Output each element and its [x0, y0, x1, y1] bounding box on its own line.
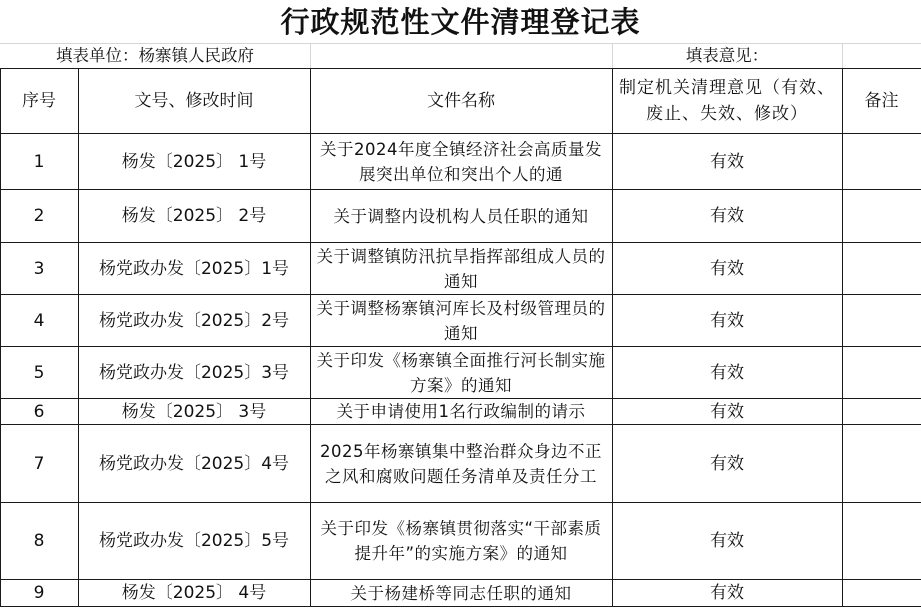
row-doc-name: 关于调整内设机构人员任职的通知: [333, 206, 589, 226]
row-doc-name: 2025年杨寨镇集中整治群众身边不正之风和腐败问题任务清单及责任分工: [320, 441, 602, 486]
row-opinion: 有效: [710, 258, 744, 279]
row-seq: 8: [33, 531, 45, 551]
row-doc-no: 杨发〔2025〕 3号: [121, 401, 267, 422]
row-opinion: 有效: [710, 151, 744, 172]
row-divider: [0, 189, 921, 190]
row-divider: [0, 294, 921, 295]
row-opinion: 有效: [710, 401, 744, 422]
row-seq: 2: [33, 206, 45, 226]
row-doc-no: 杨发〔2025〕 4号: [121, 583, 267, 603]
row-seq: 6: [33, 401, 45, 422]
row-doc-no: 杨发〔2025〕 2号: [121, 206, 267, 226]
column-divider: [78, 68, 79, 607]
row-seq: 9: [33, 583, 45, 603]
row-remark: [842, 399, 921, 424]
row-doc-name: 关于2024年度全镇经济社会高质量发展突出单位和突出个人的通: [320, 139, 602, 184]
column-divider: [842, 68, 843, 607]
row-remark: [842, 503, 921, 579]
column-divider: [612, 68, 613, 607]
header-seq: 序号: [22, 91, 56, 111]
row-seq: 5: [33, 362, 45, 383]
row-doc-name: 关于调整杨寨镇河库长及村级管理员的通知: [316, 298, 606, 343]
row-seq: 3: [33, 258, 45, 279]
row-remark: [842, 425, 921, 502]
row-divider: [0, 242, 921, 243]
column-divider: [310, 68, 311, 607]
row-divider: [0, 346, 921, 347]
row-divider: [0, 424, 921, 425]
header-bottom-line: [0, 133, 921, 134]
row-remark: [842, 295, 921, 346]
row-seq: 4: [33, 310, 45, 331]
header-opinion: 制定机关清理意见（有效、废止、失效、修改）: [619, 78, 835, 124]
row-divider: [0, 606, 921, 607]
left-border: [0, 68, 1, 607]
header-doc-no: 文号、修改时间: [134, 91, 254, 111]
row-remark: [842, 134, 921, 189]
row-opinion: 有效: [710, 583, 744, 603]
row-doc-no: 杨党政办发〔2025〕5号: [98, 531, 290, 551]
row-opinion: 有效: [710, 310, 744, 331]
info-row-divider: [842, 44, 843, 68]
row-doc-name: 关于印发《杨寨镇贯彻落实“干部素质提升年”的实施方案》的通知: [320, 519, 602, 563]
row-doc-no: 杨党政办发〔2025〕2号: [98, 310, 290, 331]
row-doc-no: 杨党政办发〔2025〕1号: [98, 258, 290, 279]
row-doc-name: 关于印发《杨寨镇全面推行河长制实施方案》的通知: [316, 350, 606, 395]
row-remark: [842, 190, 921, 242]
header-top-line: [0, 68, 921, 69]
info-row-divider: [612, 44, 613, 68]
info-row-divider: [310, 44, 311, 68]
row-doc-name: 关于杨建桥等同志任职的通知: [350, 583, 572, 603]
row-doc-name: 关于申请使用1名行政编制的请示: [336, 402, 586, 421]
row-doc-no: 杨党政办发〔2025〕4号: [98, 453, 290, 474]
header-remark: 备注: [864, 91, 899, 111]
row-remark: [842, 243, 921, 294]
row-opinion: 有效: [710, 453, 744, 474]
row-doc-no: 杨发〔2025〕 1号: [121, 151, 267, 172]
fill-opinion: 填表意见：: [685, 46, 769, 65]
row-opinion: 有效: [710, 206, 744, 226]
row-divider: [0, 398, 921, 399]
row-opinion: 有效: [710, 362, 744, 383]
row-seq: 7: [33, 453, 45, 474]
row-doc-no: 杨党政办发〔2025〕3号: [98, 362, 290, 383]
row-opinion: 有效: [710, 531, 744, 551]
header-doc-name: 文件名称: [427, 91, 495, 111]
row-divider: [0, 579, 921, 580]
info-row-top-line: [0, 43, 921, 44]
sheet-title: 行政规范性文件清理登记表: [280, 5, 641, 39]
row-doc-name: 关于调整镇防汛抗旱指挥部组成人员的通知: [316, 246, 606, 291]
row-remark: [842, 347, 921, 398]
row-remark: [842, 580, 921, 606]
row-seq: 1: [33, 151, 45, 172]
row-divider: [0, 502, 921, 503]
fill-unit: 填表单位：杨寨镇人民政府: [56, 46, 254, 65]
